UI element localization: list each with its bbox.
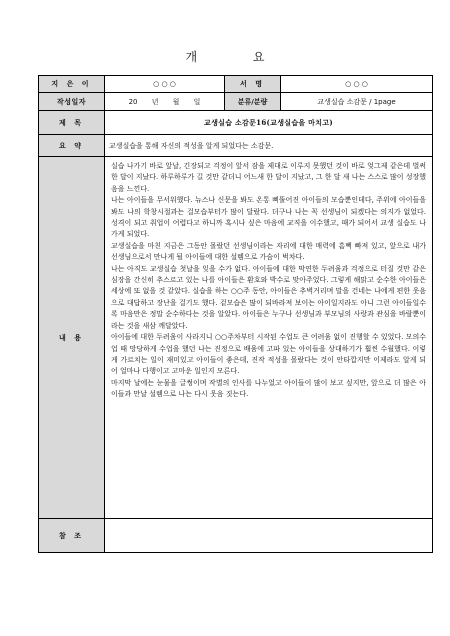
reference-label: 참 조 — [39, 519, 105, 553]
content-body — [105, 157, 433, 519]
content-paragraph: 나는 아직도 교생실습 첫날을 잊을 수가 없다. 아이들에 대한 막연한 두려움과 걱정으로 터질 것만 같은 심장을 간신히 추스르고 있는 나를 아이들은 환호와 박수로 맞아주었다. 그렇게 해맑고 순수한 아이들은 세상에 또 없을 것 같았다. 실습을 하는 ○○주 동안, 아이들은 추벽거리며 말을 건네는 나에게 편한 웃음으로 대답하고 장난을 걸기도 했다. 겉모습은 많이 되바라져 보이는 아이일지라도 아니 그런 아이들일수록 마음만은 정말 순수하다는 것을 알았다. 아이들은 누구나 선생님과 부모님의 사랑과 관심을 바랄뿐이라는 것을 새삼 깨달았다. — [111, 264, 426, 330]
content-paragraph: 아이들에 대한 두려움이 사라지니 ○○주차부터 시작된 수업도 큰 어려움 없이 진행할 수 있었다. 모의수업 때 망당하게 수업을 했던 나는 진정으로 배움에 고파 있는 아이들을 상대하기가 훨씬 수월했다. 이렇게 가르치는 일이 재미있고 아이들이 좋은데, 진작 적성을 몰랐다는 것이 안타깝지만 이제라도 알게 되어 얼마나 다행이고 고마운 일인지 모른다. — [111, 333, 426, 376]
content-label: 내 용 — [39, 157, 105, 519]
date-value: 20 년 월 일 — [105, 93, 225, 111]
sign-value: ○ ○ ○ — [281, 76, 433, 93]
author-label: 지 은 이 — [39, 76, 105, 93]
subject-value: 교생실습 소감문16(교생실습을 마치고) — [105, 111, 433, 135]
category-label: 분류/분량 — [225, 93, 281, 111]
document-title: 개 요 — [185, 50, 291, 64]
content-paragraph: 나는 아이들을 무서워했다. 뉴스나 신문을 봐도 온통 삐뚤어진 아이들의 모습뿐인데다, 주위에 아이들을 봐도 나의 학창시절과는 걸모습부터가 많이 달랐다. 더구나 나는 꼭 선생님이 되겠다는 의지가 없었다. 성격이 되고 취업이 어렵다고 하니까 혹시나 싶은 마음에 교직을 이수했고, 때가 되어서 교생 실습도 나가게 되었다. — [111, 196, 426, 239]
sign-label: 서 명 — [225, 76, 281, 93]
content-row — [39, 157, 433, 519]
content-paragraph: 마지막 날에는 눈물을 글썽이며 작별의 인사를 나누었고 아이들이 많이 보고 싶지만, 앞으로 더 많은 아이들과 만날 설렘으로 나는 다시 웃음 짓는다. — [111, 378, 426, 399]
content-paragraph: 실습 나가기 바로 앞날, 긴장되고 걱정이 앞서 잠을 제대로 이루지 못했던 것이 바로 엊그제 같은데 벌써 한 달이 지났다. 하루하루가 길 것만 같더니 어느새 한 달이 지났고, 그 한 달 새 나는 스스로 많이 성장했음을 느낀다. — [111, 162, 426, 193]
author-row — [39, 76, 433, 93]
subject-label: 제 목 — [39, 111, 105, 135]
content-paragraph: 교생실습을 마친 지금은 그동안 몰랐던 선생님이라는 자리에 대한 매력에 흠뻑 빠져 있고, 앞으로 내가 선생님으로서 만나게 될 아이들에 대한 설렘으로 가슴이 벅차다. — [111, 241, 426, 262]
author-value: ○ ○ ○ — [105, 76, 225, 93]
summary-label: 요 약 — [39, 135, 105, 157]
date-label: 작성일자 — [39, 93, 105, 111]
reference-value — [105, 519, 433, 553]
subject-row — [39, 111, 433, 135]
summary-row — [39, 135, 433, 157]
summary-value: 교생실습을 통해 자신의 적성을 알게 되었다는 소감문. — [105, 135, 433, 157]
date-row — [39, 93, 433, 111]
category-value: 교생실습 소감문 / 1page — [281, 93, 433, 111]
reference-row — [39, 519, 433, 553]
overview-form-table — [38, 75, 433, 553]
